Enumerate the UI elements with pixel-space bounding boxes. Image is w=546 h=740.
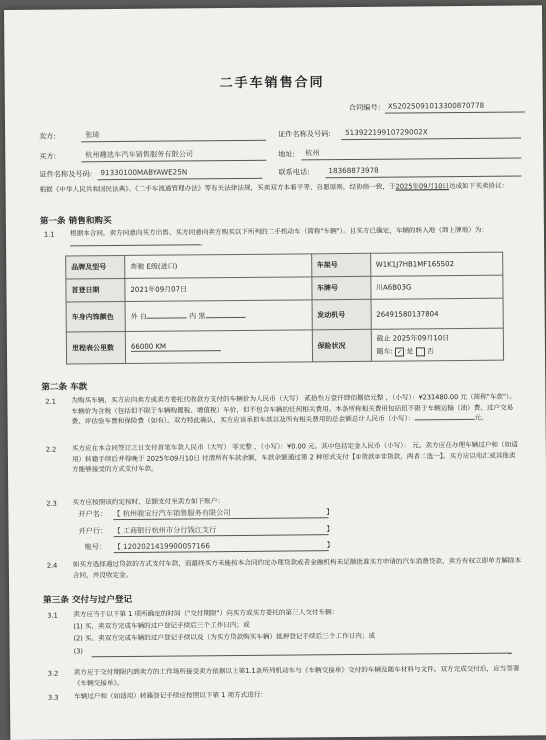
bracket-close: 】	[326, 541, 334, 550]
contract-page	[4, 5, 546, 740]
insurance-yes-checkbox[interactable]: ✓	[397, 348, 403, 356]
buyer-addr-label: 地址:	[278, 149, 296, 159]
account-bank-value: 【 工商银行杭州市分行钱江支行	[113, 525, 217, 536]
vehicle-table	[65, 252, 504, 365]
page-title: 二手车销售合同	[219, 75, 325, 92]
plate-value: 川A6B03G	[370, 275, 503, 299]
clause-2-4: 如买方选择通过贷款的方式支付车款，而最终买方未能按本合同约定办理贷款或者金融机构未足额批准买方申请的汽车消费贷款，卖方有权立即单方解除本合同，并没收定金。	[72, 556, 522, 580]
buyer-value: 杭州趣选车汽车销售服务有限公司	[85, 149, 194, 160]
buyer-phone-label: 联系电话:	[278, 167, 310, 177]
account-name-value: 【 杭州骏宝行汽车销售服务有限公司	[113, 508, 231, 519]
contract-no-value: XS2025091013300870778	[387, 100, 485, 111]
seller-id-value: 51392219910729002X	[345, 127, 428, 138]
account-no-label: 账号：	[84, 542, 107, 552]
clause-3-2: 卖方应于交付期限内到卖方的工作场所接受卖方依据以上第1.1条所列机动车与《车辆交接单》交付的车辆及随车材料与文件。双方完成交付后，应当签署《车辆交接单》。	[73, 664, 520, 688]
bracket-close: 】	[326, 508, 334, 517]
preamble: 根据《中华人民共和国民法典》、《二手车流通管理办法》等有关法律法规，买卖双方本着平等、自愿原则，经协商一致，于2025年09月10日达成如下买卖协议：	[39, 181, 509, 194]
insurance-value: 截止 2025年09月10日 随车: ✓ 是 否	[371, 328, 504, 361]
buyer-phone-value: 18368873978	[328, 165, 379, 176]
clause-3-1-option-3: (3)	[73, 647, 83, 656]
clause-3-1: 卖方应当于以下第 1 项所确定的时间（"交付期限"）向买方或买方委托的第三人交付车辆：	[73, 608, 339, 619]
mileage-label: 里程表公里数	[66, 331, 125, 364]
seller-value: 张琦	[85, 130, 100, 140]
engine-value: 26491580137804	[371, 298, 504, 329]
clause-number: 2.4	[46, 561, 58, 570]
clause-3-1-option-2: (2) 买、卖双方完成车辆的过户登记手续以及（为买方贷款购买车辆）抵押登记手续后三个工作日内；或	[73, 631, 376, 643]
insurance-no-checkbox[interactable]	[416, 347, 425, 356]
article-2-title: 第二条 车款	[41, 382, 88, 393]
reg-date-value: 2021年09月07日	[125, 277, 312, 302]
clause-number: 3.3	[47, 693, 59, 702]
brand-value: 奔驰 E级(进口)	[125, 254, 312, 279]
clause-2-2: 买方应在本合同签订之日支付首笔车款人民币（大写） 零元整 ，（小写）：¥0.00 元。其中包括定金人民币（小写）： 元。卖方应在办理车辆过户和（如适用）转籍手续后并得晚于 2025年09月10日 付清所有车款余额，车款余额通过第 2 种形式支付【①货款②非货款，两者二选一】。买方应以电汇或其他卖方能够接受的方式支付车款。	[71, 440, 518, 474]
contract-no-label: 合同编号：	[348, 102, 385, 112]
clause-2-1: 为购买车辆，买方应向卖方或卖方委托代收款方支付的车辆价为人民币（大写） 贰拾叁万壹仟肆佰捌拾元整 ，（小写）：¥231480.00 元（简称"车款"）。车辆价为含税（包括但不限于车辆购置税、增值税）车价，但不包含车辆的任何相关费用。本条所称相关费用包括但不限于车辆运输（油）费、过户交易费、评估验车费和保险费（如有）。双方特此确认，买方应该承担车款以及所有相关费用的总金额总计人民币（小写）： 元。	[71, 392, 516, 426]
clause-number: 1.1	[43, 230, 55, 239]
buyer-cert-label: 证件名称及号码:	[39, 169, 93, 179]
insurance-label: 保险状况	[312, 329, 371, 362]
seller-id-label: 证件名称及号码:	[278, 129, 331, 139]
clause-number: 2.1	[45, 397, 56, 406]
clause-number: 2.3	[46, 499, 57, 508]
article-3-title: 第三条 交付与过户登记	[43, 594, 133, 606]
account-no-value: 【 1202021419900057166	[113, 541, 210, 552]
clause-number: 2.2	[45, 445, 57, 454]
clause-2-3: 买方应按照该约定按时、足额支付至卖方如下账户：	[72, 497, 224, 507]
account-bank-label: 开户行：	[78, 526, 108, 536]
clause-3-1-option-1: (1) 买、卖双方完成车辆的过户登记手续后三个工作日内；或	[73, 620, 250, 631]
brand-label: 品牌及型号	[66, 255, 125, 279]
clause-3-3: 车辆过户和（如适用）转籍登记手续应按照以下第 1 项方式进行：	[73, 690, 268, 701]
clause-number: 3.1	[47, 611, 58, 620]
clause-1-1: 根据本合同，卖方同意向买方出售、买方同意向卖方购买以下所列的二手机动车（简称"车辆"）。且买方已确定，车辆的转入地（卸上牌地）为：。	[69, 225, 489, 247]
bracket-close: 】	[326, 525, 334, 534]
buyer-addr-value: 杭州	[305, 148, 320, 158]
plate-label: 车牌号	[311, 276, 370, 300]
account-name-label: 开户名：	[78, 509, 108, 519]
article-1-title: 第一条 销售和购买	[39, 216, 112, 227]
reg-date-label: 首登日期	[66, 278, 125, 302]
vin-label: 车架号	[311, 253, 370, 277]
clause-number: 3.2	[47, 669, 59, 678]
engine-label: 发动机号	[312, 299, 371, 330]
color-value: 外 白 内 黑	[125, 300, 312, 332]
mileage-value: 66000 KM	[125, 330, 312, 364]
seller-label: 卖方:	[39, 131, 56, 141]
insurance-date: 截止 2025年09月10日	[376, 334, 450, 343]
vin-value: W1K1J7HB1MF165502	[370, 252, 503, 276]
color-label: 车身内饰颜色	[66, 301, 125, 332]
buyer-label: 买方:	[39, 151, 57, 161]
buyer-cert-value: 91330100MABYAWE25N	[100, 167, 188, 178]
